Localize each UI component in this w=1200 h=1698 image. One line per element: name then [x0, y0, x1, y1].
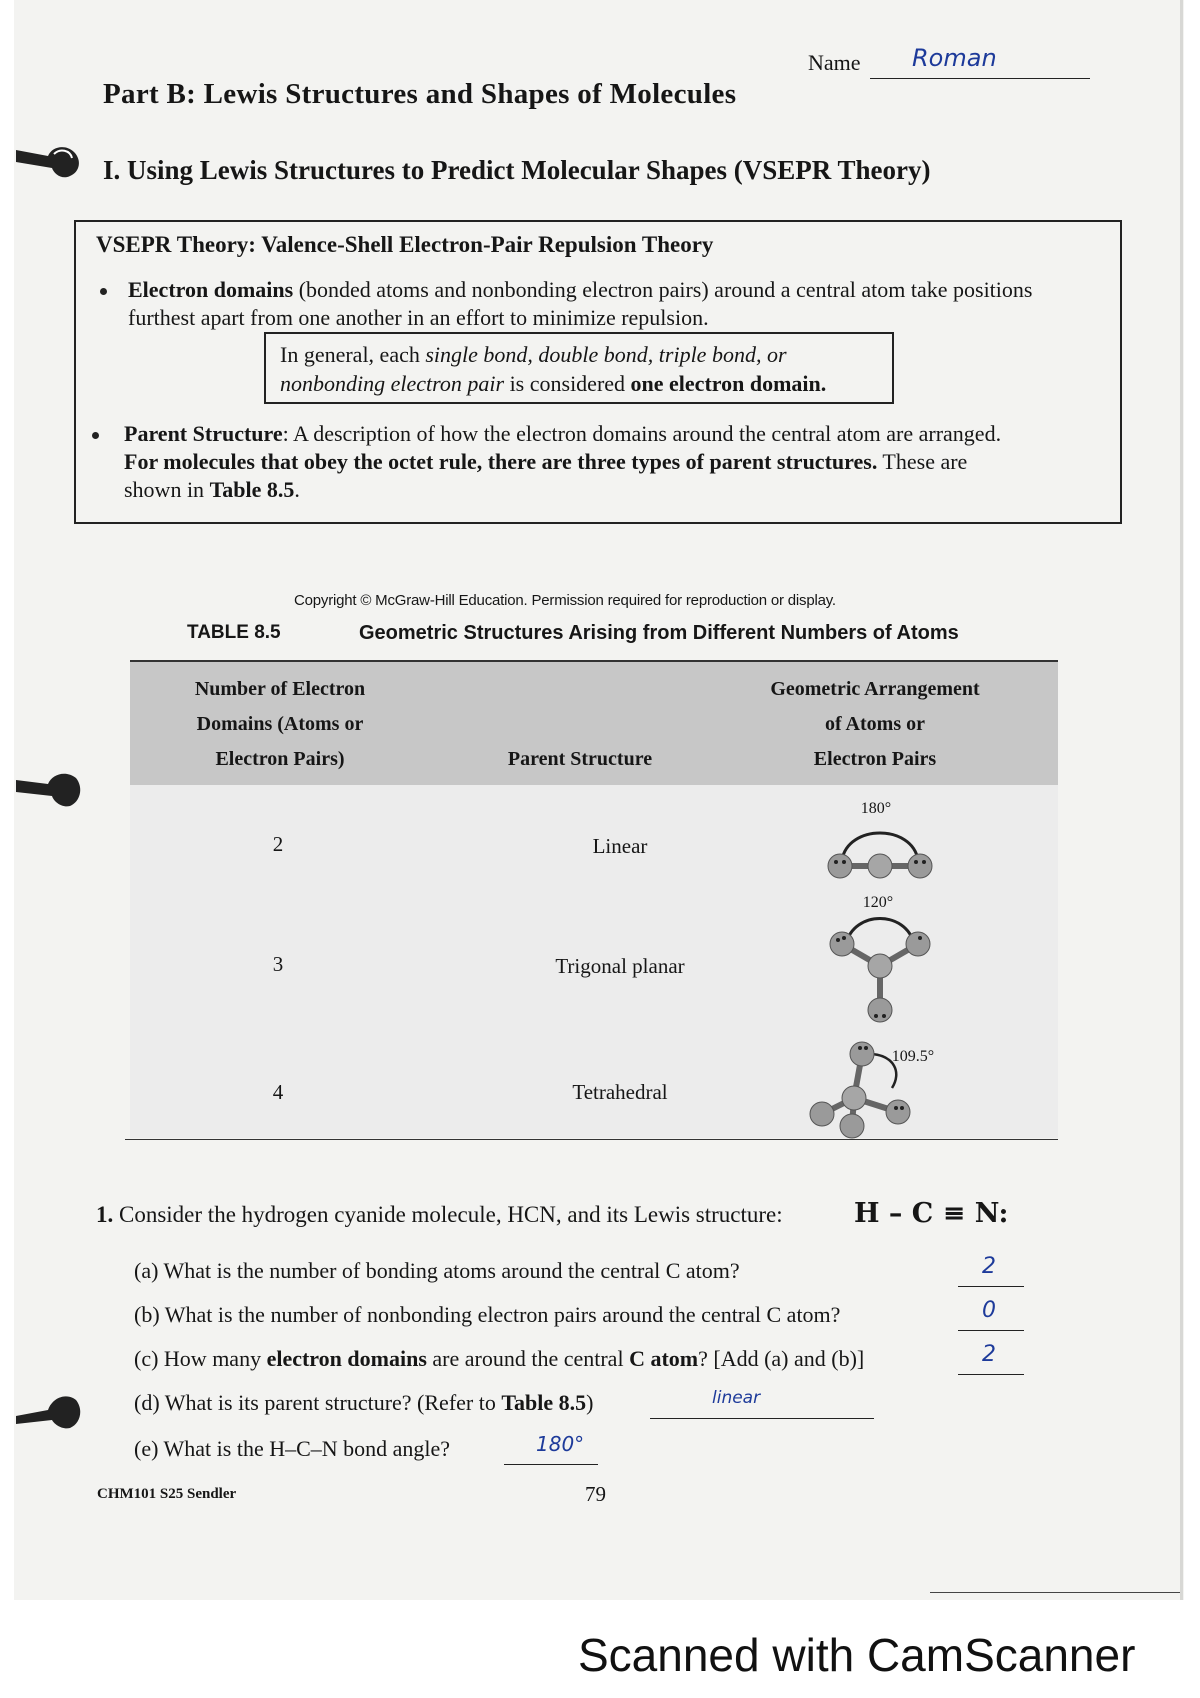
bullet-text: : A description of how the electron domains around the central atom are arranged. [282, 421, 1002, 446]
angle-109-label: 109.5° [891, 1048, 935, 1065]
bottom-divider [930, 1592, 1180, 1593]
note-italic: nonbonding electron pair [280, 371, 505, 396]
section-title: I. Using Lewis Structures to Predict Molecular Shapes (VSEPR Theory) [103, 155, 931, 185]
question-text: Consider the hydrogen cyanide molecule, HCN, and its Lewis structure: [113, 1202, 783, 1227]
question-number: 1. [96, 1202, 114, 1227]
bold-text: Table 8.5 [501, 1390, 587, 1415]
row-linear-domains: 2 [272, 832, 284, 856]
bullet-text: These are [877, 449, 968, 474]
vsepr-box-title: VSEPR Theory: Valence-Shell Electron-Pair Repulsion Theory [96, 232, 714, 257]
row-trigonal-domains: 3 [272, 952, 284, 976]
header-line: Geometric Arrangement [770, 678, 980, 700]
bold-text: For molecules that obey the octet rule, there are three types of parent structures. [124, 449, 878, 474]
question-c [134, 1346, 864, 1372]
question-text: (d) What is its parent structure? (Refer to [134, 1390, 502, 1415]
row-trigonal-parent: Trigonal planar [555, 954, 685, 978]
row-tetrahedral-domains: 4 [272, 1080, 284, 1104]
bold-text: C atom [629, 1346, 699, 1371]
header-line: Electron Pairs [813, 748, 937, 770]
row-linear-parent: Linear [592, 834, 648, 858]
angle-180-label: 180° [860, 800, 892, 817]
vsepr-box [74, 220, 1122, 524]
question-a: (a) What is the number of bonding atoms around the central C atom? [134, 1258, 740, 1283]
answer-b-line [958, 1330, 1024, 1331]
answer-c: 2 [982, 1342, 996, 1367]
pointing-hand-icon [14, 766, 84, 810]
bullet-electron-domains [128, 276, 1108, 332]
bold-text: Table 8.5 [209, 477, 295, 502]
header-line: Domains (Atoms or [196, 713, 364, 735]
bullet-text: (bonded atoms and nonbonding electron pairs) around a central atom take positions [293, 277, 1033, 302]
answer-e: 180° [536, 1432, 585, 1456]
answer-a-line [958, 1286, 1024, 1287]
table-bottom-rule [125, 1139, 1058, 1140]
question-d [134, 1390, 593, 1416]
linear-molecule-icon [820, 822, 940, 884]
header-line: Number of Electron [194, 678, 366, 700]
answer-c-line [958, 1374, 1024, 1375]
pointing-hand-icon [14, 1388, 84, 1432]
name-label: Name [808, 50, 861, 75]
table-title: Geometric Structures Arising from Different Numbers of Atoms [359, 622, 959, 644]
header-parent-structure: Parent Structure [507, 748, 653, 770]
question-b: (b) What is the number of nonbonding electron pairs around the central C atom? [134, 1302, 841, 1327]
note-text: In general, each [280, 342, 426, 367]
answer-b: 0 [982, 1298, 996, 1323]
bold-text: Parent Structure [124, 421, 283, 446]
header-line: Electron Pairs) [215, 748, 345, 770]
pointing-hand-icon [14, 138, 84, 182]
question-text: ? [Add (a) and (b)] [698, 1346, 865, 1371]
question-text: (c) How many [134, 1346, 267, 1371]
question-e: (e) What is the H–C–N bond angle? [134, 1436, 451, 1461]
name-underline [870, 78, 1090, 79]
camscanner-watermark: Scanned with CamScanner [578, 1629, 1136, 1681]
trigonal-planar-molecule-icon [820, 914, 940, 1026]
bullet-parent-structure [124, 420, 1114, 504]
answer-a: 2 [982, 1254, 996, 1279]
bullet-dot [92, 432, 99, 439]
bullet-dot [100, 288, 107, 295]
geometry-table [130, 662, 1058, 1138]
name-value: Roman [912, 44, 997, 72]
question-text: are around the central [426, 1346, 630, 1371]
note-bold: one electron domain. [630, 371, 827, 396]
page-edge [1180, 0, 1183, 1600]
bullet-text: furthest apart from one another in an effort to minimize repulsion. [128, 305, 709, 330]
course-footer: CHM101 S25 Sendler [97, 1486, 237, 1502]
bold-text: electron domains [266, 1346, 427, 1371]
table-header [130, 662, 1058, 785]
answer-e-line [504, 1464, 598, 1465]
angle-120-label: 120° [862, 894, 894, 911]
answer-d: linear [712, 1388, 761, 1408]
page-number: 79 [585, 1482, 606, 1506]
electron-domain-note [264, 332, 894, 404]
tetrahedral-molecule-icon [802, 1036, 942, 1142]
header-geometric-arrangement [745, 672, 1005, 777]
bullet-text: . [294, 477, 300, 502]
question-text: ) [586, 1390, 594, 1415]
note-text: is considered [504, 371, 631, 396]
bold-text: Electron domains [128, 277, 294, 302]
row-tetrahedral-parent: Tetrahedral [572, 1080, 668, 1104]
answer-d-line [650, 1418, 874, 1419]
part-title: Part B: Lewis Structures and Shapes of Molecules [103, 78, 737, 110]
bullet-text: shown in [124, 477, 210, 502]
question-1-intro [96, 1202, 783, 1228]
header-line: of Atoms or [825, 713, 925, 735]
copyright-notice: Copyright © McGraw-Hill Education. Permission required for reproduction or display. [294, 592, 836, 609]
header-electron-domains [170, 672, 390, 777]
hcn-lewis-structure: H – C ≡ N: [854, 1198, 1009, 1229]
table-label: TABLE 8.5 [187, 622, 281, 643]
note-italic: single bond, double bond, triple bond, or [425, 342, 787, 367]
